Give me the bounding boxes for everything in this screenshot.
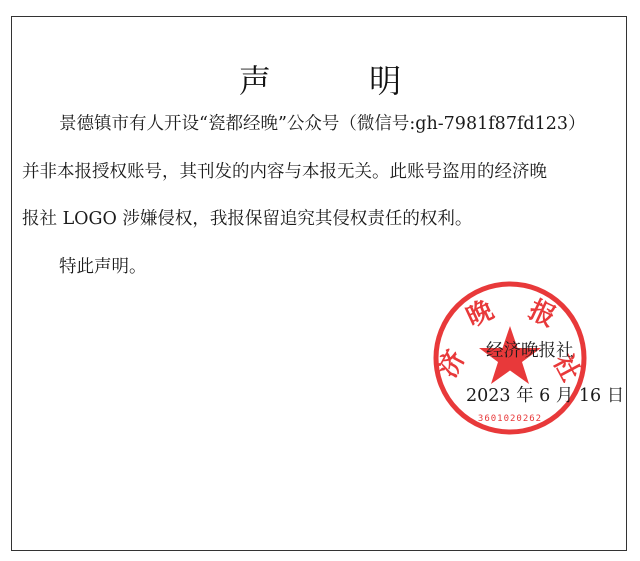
signature: 经济晚报社	[486, 341, 574, 361]
body-line-2: 并非本报授权账号，其刊发的内容与本报无关。此账号盗用的经济晚	[22, 162, 547, 182]
date: 2023 年 6 月 16 日	[466, 386, 625, 406]
seal-serial: 3601020262	[477, 414, 543, 424]
body-line-1: 景德镇市有人开设“瓷都经晚”公众号（微信号:gh-7981f87fd123）	[59, 114, 586, 134]
seal-char-3: 报	[523, 294, 561, 334]
seal-char-2: 晚	[461, 294, 499, 334]
body-line-3: 报社 LOGO 涉嫌侵权，我报保留追究其侵权责任的权利。	[22, 209, 473, 229]
seal-char-1: 济	[432, 345, 472, 383]
seal-char-4: 社	[546, 349, 586, 387]
document-title: 声 明	[238, 62, 446, 100]
closing-line: 特此声明。	[59, 257, 147, 277]
